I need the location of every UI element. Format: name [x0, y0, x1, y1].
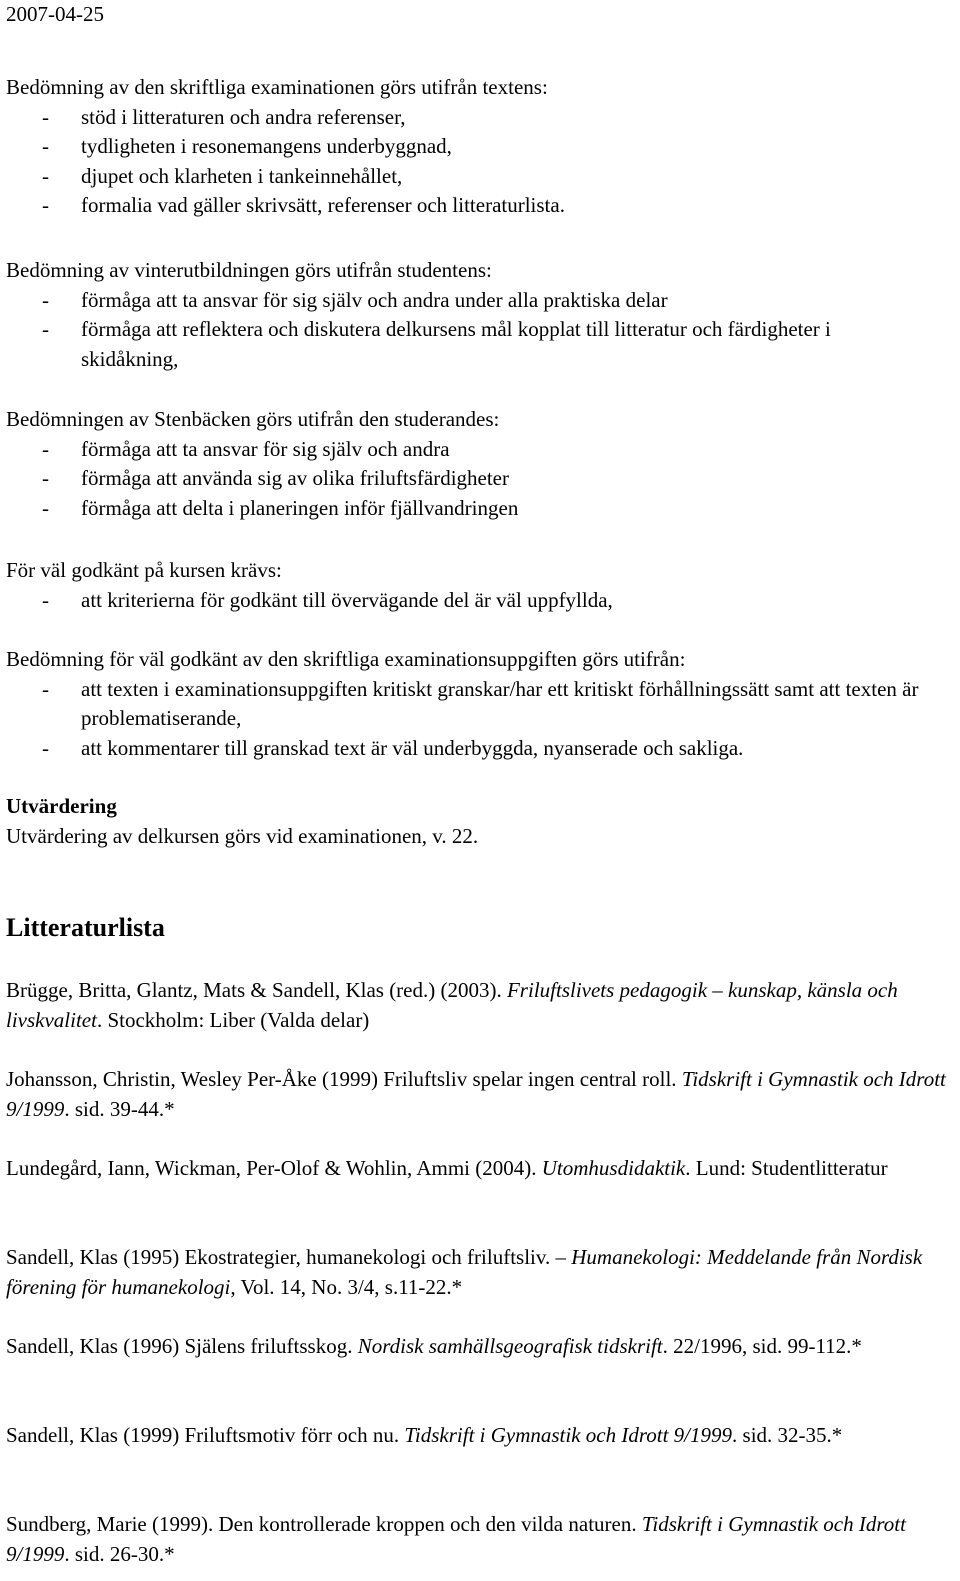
list-item: - formalia vad gäller skrivsätt, referenser och litteraturlista. [6, 191, 954, 221]
reference-item: Sandell, Klas (1999) Friluftsmotiv förr och nu. Tidskrift i Gymnastik och Idrott 9/1999. sid. 32-35.* [6, 1423, 843, 1447]
section-intro: Bedömning av den skriftliga examinationen görs utifrån textens: [6, 75, 548, 99]
bullet-dash: - [42, 436, 49, 461]
list-item: - tydligheten i resonemangens underbyggnad, [6, 132, 954, 162]
bullet-dash: - [42, 587, 49, 612]
assessment-written-exam [6, 73, 954, 221]
bullet-dash: - [42, 104, 49, 129]
bullet-dash: - [42, 163, 49, 188]
reference-item: Sandell, Klas (1996) Själens friluftsskog. Nordisk samhällsgeografisk tidskrift. 22/1996, sid. 99-112.* [6, 1334, 862, 1358]
list-item: - att kommentarer till granskad text är väl underbyggda, nyanserade och sakliga. [6, 734, 954, 764]
assessment-winter-training [6, 256, 954, 374]
list-item: - förmåga att ta ansvar för sig själv och andra under alla praktiska delar [6, 286, 954, 316]
section-intro: Bedömning för väl godkänt av den skriftliga examinationsuppgiften görs utifrån: [6, 647, 686, 671]
list-item: - förmåga att använda sig av olika friluftsfärdigheter [6, 464, 954, 494]
list-item: - djupet och klarheten i tankeinnehållet, [6, 162, 954, 192]
bullet-dash: - [42, 193, 49, 217]
evaluation-text: Utvärdering av delkursen görs vid examinationen, v. 22. [6, 823, 479, 848]
bullet-dash: - [42, 495, 49, 520]
reference-item: Sundberg, Marie (1999). Den kontrollerade kroppen och den vilda naturen. Tidskrift i Gymnastik och Idrott 9/1999. sid. 26-30.* [6, 1512, 906, 1566]
reference-item: Sandell, Klas (1995) Ekostrategier, humanekologi och friluftsliv. – Humanekologi: Meddelande från Nordisk förening för humanekologi, Vol. 14, No. 3/4, s.11-22.* [6, 1245, 923, 1299]
list-item: - förmåga att ta ansvar för sig själv och andra [6, 435, 954, 465]
bullet-dash: - [42, 317, 49, 341]
literature-heading: Litteraturlista [6, 913, 165, 942]
evaluation-heading: Utvärdering [6, 794, 117, 818]
section-intro: För väl godkänt på kursen krävs: [6, 558, 282, 582]
assessment-stenbacken [6, 405, 954, 523]
section-intro: Bedömning av vinterutbildningen görs utifrån studentens: [6, 258, 492, 282]
document-date: 2007-04-25 [6, 2, 104, 26]
evaluation-section [6, 792, 954, 851]
reference-item: Brügge, Britta, Glantz, Mats & Sandell, Klas (red.) (2003). Friluftslivets pedagogik – kunskap, känsla och livskvalitet. Stockholm: Liber (Valda delar) [6, 978, 898, 1032]
list-item: - att texten i examinationsuppgiften kritiskt granskar/har ett kritiskt förhållningssätt samt att texten är problematiserande, [42, 676, 919, 730]
section-intro: Bedömningen av Stenbäcken görs utifrån den studerandes: [6, 407, 500, 431]
list-item: - förmåga att delta i planeringen inför fjällvandringen [6, 494, 954, 524]
list-item: - stöd i litteraturen och andra referenser, [6, 103, 954, 133]
list-item: - förmåga att reflektera och diskutera delkursens mål kopplat till litteratur och färdigheter i skidåkning, [42, 317, 831, 371]
bullet-dash: - [42, 466, 49, 490]
bullet-dash: - [42, 676, 49, 701]
distinction-written-assessment [6, 645, 954, 763]
list-item: - att kriterierna för godkänt till övervägande del är väl uppfyllda, [6, 586, 954, 616]
bullet-dash: - [42, 287, 49, 312]
bullet-dash: - [42, 134, 49, 158]
bullet-dash: - [42, 735, 49, 760]
pass-with-distinction-requirements [6, 556, 954, 615]
reference-item: Johansson, Christin, Wesley Per-Åke (1999) Friluftsliv spelar ingen central roll. Tidskrift i Gymnastik och Idrott 9/1999. sid. 39-44.* [6, 1067, 946, 1121]
reference-item: Lundegård, Iann, Wickman, Per-Olof & Wohlin, Ammi (2004). Utomhusdidaktik. Lund: Studentlitteratur [6, 1156, 888, 1180]
